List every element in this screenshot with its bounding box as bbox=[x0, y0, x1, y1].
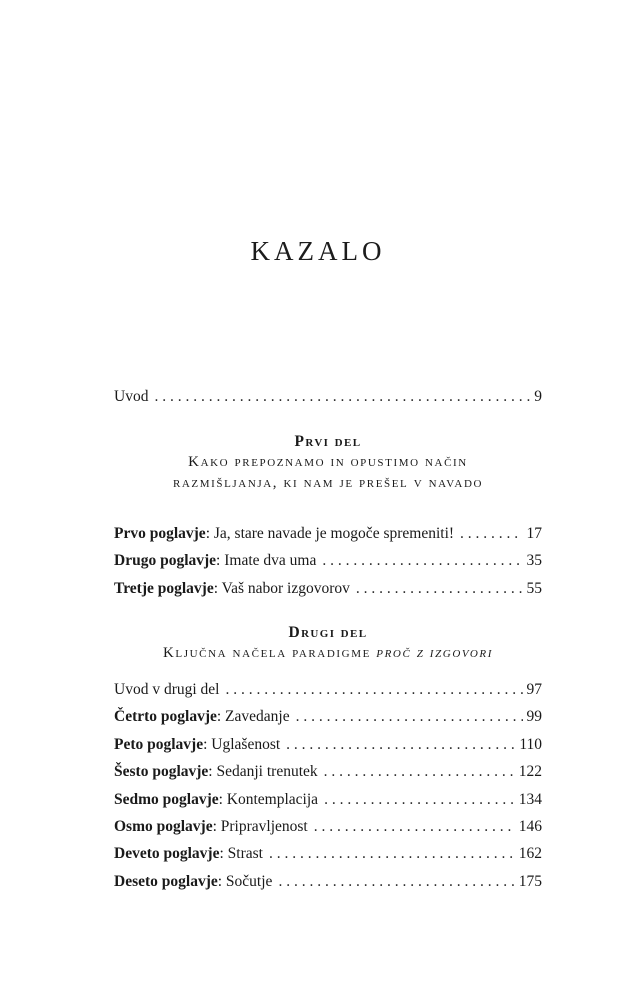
toc-row-intro[interactable] bbox=[114, 388, 542, 415]
toc-row-part-two-intro[interactable] bbox=[114, 681, 542, 708]
toc-page-number: 55 bbox=[526, 579, 542, 597]
part-two-subtitle bbox=[114, 643, 542, 664]
chapter-title: : Sočutje bbox=[217, 872, 273, 890]
toc-page-number: 175 bbox=[518, 872, 542, 890]
part-two-chapter-list bbox=[114, 681, 542, 900]
chapter-title: : Strast bbox=[219, 845, 263, 863]
toc-page-number: 35 bbox=[526, 552, 542, 570]
part-one-heading bbox=[114, 431, 542, 494]
toc-row-chapter-10[interactable] bbox=[114, 873, 542, 900]
chapter-title: : Ja, stare navade je mogoče spremeniti! bbox=[205, 525, 455, 542]
dot-leader bbox=[356, 580, 523, 598]
toc-page-number: 9 bbox=[534, 388, 542, 405]
page-title: KAZALO bbox=[250, 236, 386, 266]
dot-leader bbox=[154, 388, 530, 406]
dot-leader bbox=[314, 818, 515, 836]
chapter-number: Sedmo poglavje bbox=[114, 790, 219, 808]
chapter-title: : Vaš nabor izgovorov bbox=[213, 579, 350, 597]
toc-row-chapter-4[interactable] bbox=[114, 708, 542, 735]
part-one-subtitle-line-2: razmišljanja, ki nam je prešel v navado bbox=[172, 475, 484, 491]
part-two-title: Drugi del bbox=[288, 624, 368, 641]
part-one-chapter-list bbox=[114, 525, 542, 607]
toc-intro bbox=[114, 388, 542, 415]
chapter-title: : Sedanji trenutek bbox=[208, 763, 318, 781]
chapter-number: Osmo poglavje bbox=[114, 817, 213, 835]
chapter-number: Peto poglavje bbox=[114, 735, 204, 753]
part-one-subtitle-line-1: Kako prepoznamo in opustimo način bbox=[188, 454, 468, 470]
toc-row-chapter-9[interactable] bbox=[114, 845, 542, 872]
chapter-number: Deveto poglavje bbox=[114, 845, 220, 863]
toc-page-number: 110 bbox=[519, 735, 542, 753]
dot-leader bbox=[225, 681, 522, 699]
toc-label: Uvod v drugi del bbox=[114, 681, 220, 698]
dot-leader bbox=[278, 873, 514, 891]
toc-row-chapter-3[interactable] bbox=[114, 580, 542, 607]
part-one-title: Prvi del bbox=[294, 433, 362, 450]
part-two-heading bbox=[114, 622, 542, 664]
toc-page-number: 162 bbox=[518, 845, 542, 863]
dot-leader bbox=[324, 791, 515, 809]
chapter-number: Četrto poglavje bbox=[114, 708, 217, 726]
toc-page-number: 146 bbox=[518, 817, 542, 835]
toc-row-chapter-1[interactable] bbox=[114, 525, 542, 552]
toc-row-chapter-7[interactable] bbox=[114, 791, 542, 818]
chapter-number: Tretje poglavje bbox=[114, 579, 214, 597]
dot-leader bbox=[296, 708, 523, 726]
toc-row-chapter-2[interactable] bbox=[114, 552, 542, 579]
chapter-number: Drugo poglavje bbox=[114, 552, 217, 570]
chapter-title: : Kontemplacija bbox=[218, 790, 319, 808]
toc-row-chapter-8[interactable] bbox=[114, 818, 542, 845]
dot-leader bbox=[460, 525, 522, 543]
toc-page-number: 122 bbox=[518, 763, 542, 781]
chapter-title: : Pripravljenost bbox=[212, 817, 308, 835]
dot-leader bbox=[322, 552, 522, 570]
dot-leader bbox=[269, 845, 515, 863]
chapter-title: : Zavedanje bbox=[216, 708, 290, 726]
toc-page-number: 97 bbox=[526, 681, 542, 698]
toc-page-number: 134 bbox=[518, 790, 542, 808]
toc-page-number: 17 bbox=[526, 525, 542, 542]
chapter-number: Prvo poglavje bbox=[114, 525, 206, 542]
dot-leader bbox=[286, 736, 515, 754]
chapter-number: Deseto poglavje bbox=[114, 872, 218, 890]
chapter-title: : Imate dva uma bbox=[216, 552, 317, 570]
chapter-title: : Uglašenost bbox=[203, 735, 281, 753]
chapter-number: Šesto poglavje bbox=[114, 763, 209, 781]
toc-row-chapter-5[interactable] bbox=[114, 736, 542, 763]
part-two-subtitle-italic: proč z izgovori bbox=[376, 645, 493, 661]
dot-leader bbox=[324, 763, 515, 781]
toc-row-chapter-6[interactable] bbox=[114, 763, 542, 790]
toc-page-number: 99 bbox=[526, 708, 542, 726]
toc-label: Uvod bbox=[114, 388, 149, 405]
part-two-subtitle-text: Ključna načela paradigme bbox=[163, 645, 371, 661]
